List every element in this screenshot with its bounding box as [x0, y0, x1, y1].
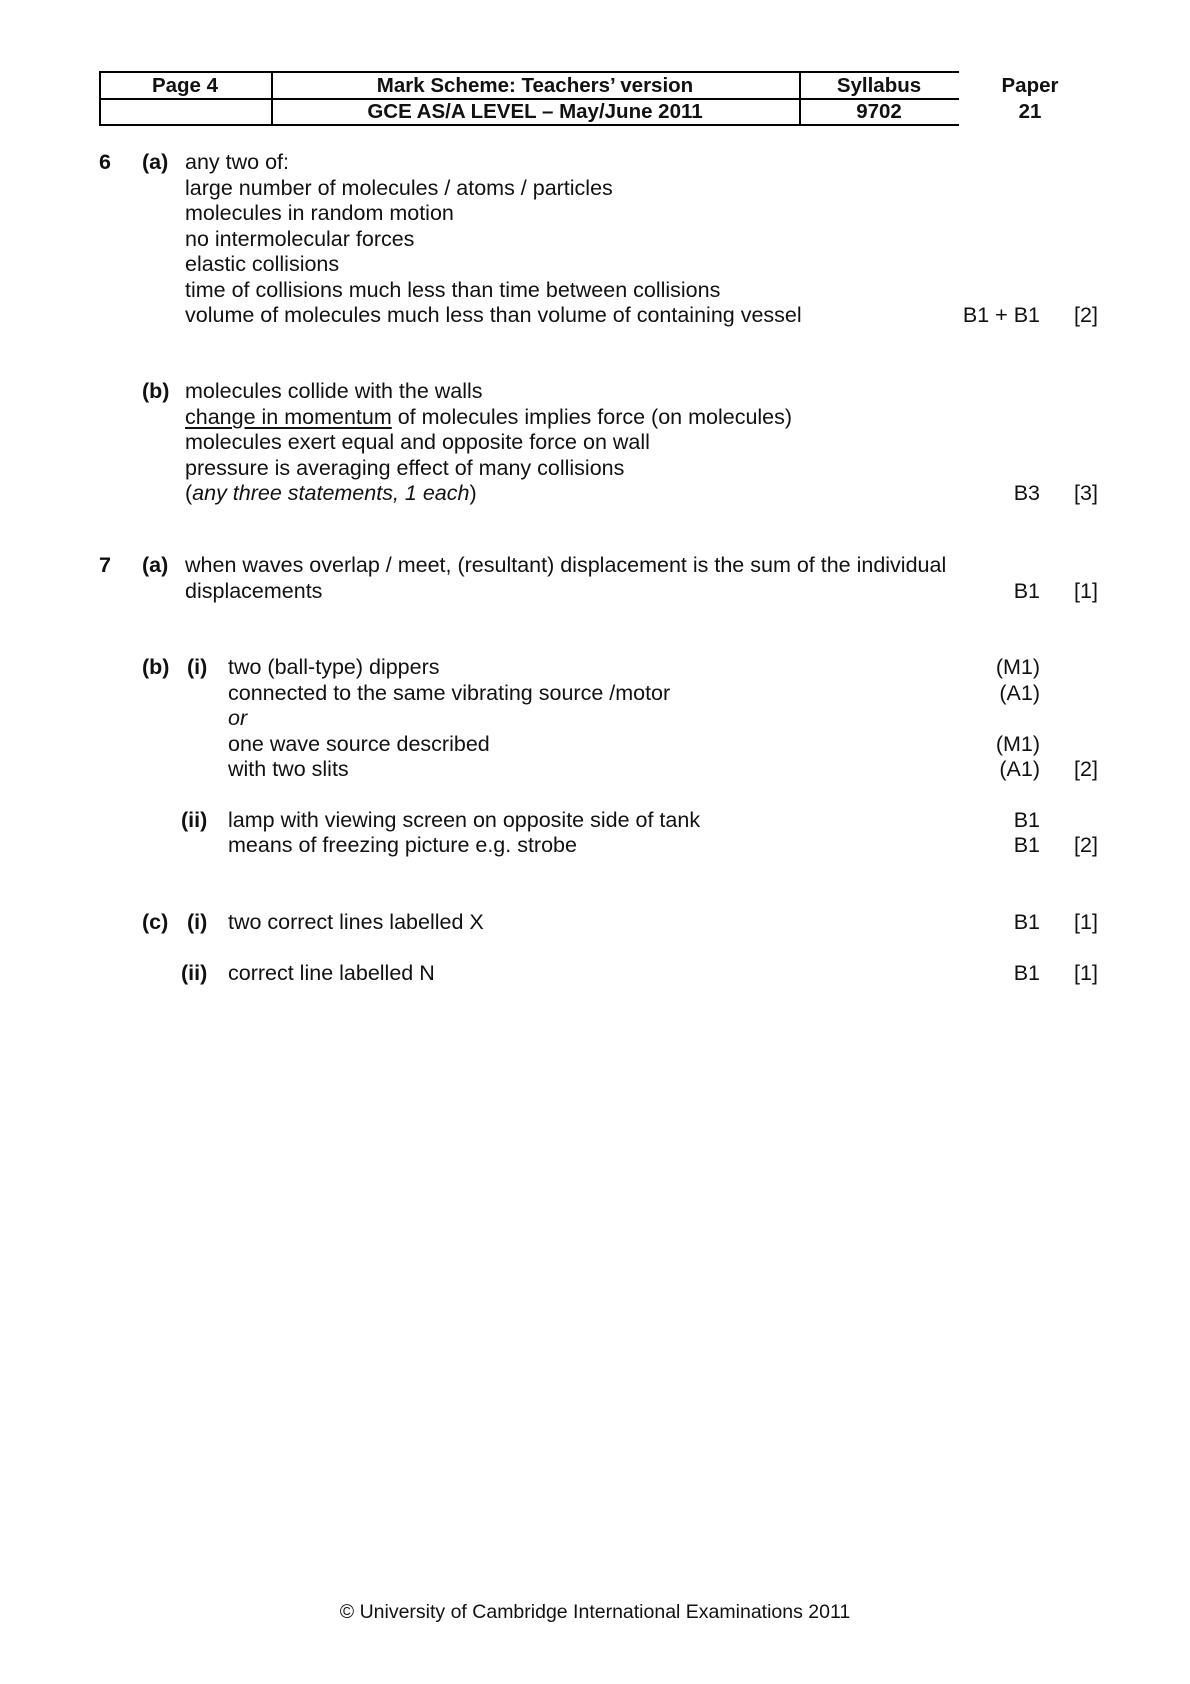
q6b-label: (b)	[142, 379, 170, 403]
q7bii-label: (ii)	[181, 808, 208, 832]
question-7-number: 7	[99, 553, 111, 577]
q7cii-text: correct line labelled N	[228, 961, 435, 985]
q6a-line: time of collisions much less than time between collisions	[185, 278, 721, 302]
question-6-number: 6	[99, 150, 111, 174]
q6a-marks: B1 + B1	[962, 303, 1040, 327]
q7a-marks: B1	[1013, 579, 1040, 603]
q6a-line: volume of molecules much less than volume of containing vessel	[185, 303, 802, 327]
q7bi-line: one wave source described	[228, 732, 490, 756]
header-subtitle: GCE AS/A LEVEL – May/June 2011	[367, 100, 703, 123]
q7cii-total: [1]	[1074, 961, 1098, 985]
q7bi-mark: (M1)	[995, 655, 1040, 679]
header-syllabus-code: 9702	[856, 100, 902, 123]
q7c-label: (c)	[142, 910, 169, 934]
q6b-line: molecules collide with the walls	[185, 379, 483, 403]
q7b-label: (b)	[142, 655, 170, 679]
q7bii-line: means of freezing picture e.g. strobe	[228, 833, 577, 857]
header-paper-number: 21	[1018, 100, 1042, 123]
q7bi-line: connected to the same vibrating source /motor	[228, 681, 671, 705]
footer-copyright: © University of Cambridge International Examinations 2011	[339, 1601, 851, 1623]
q7cii-label: (ii)	[181, 961, 208, 985]
q6b-line: molecules exert equal and opposite force on wall	[185, 430, 650, 454]
q6b-line-rest: of molecules implies force (on molecules)	[391, 405, 793, 429]
header-page-label: Page 4	[151, 74, 219, 97]
q7cii-marks: B1	[1013, 961, 1040, 985]
q7bi-mark: (A1)	[999, 757, 1040, 781]
q7bi-mark: (A1)	[999, 681, 1040, 705]
q7bi-mark: (M1)	[995, 732, 1040, 756]
q7a-line: displacements	[185, 579, 323, 603]
q7a-total: [1]	[1074, 579, 1098, 603]
header-title: Mark Scheme: Teachers’ version	[376, 74, 694, 97]
q7a-label: (a)	[142, 553, 169, 577]
q7ci-marks: B1	[1013, 910, 1040, 934]
q7bi-total: [2]	[1074, 757, 1098, 781]
q7bii-mark: B1	[1013, 808, 1040, 832]
q7bi-line: with two slits	[228, 757, 349, 781]
q6b-paren-close: )	[469, 481, 477, 505]
q6a-line: large number of molecules / atoms / particles	[185, 176, 613, 200]
q7ci-label: (i)	[187, 910, 208, 934]
q6b-total: [3]	[1074, 481, 1098, 505]
header-bottom-border	[99, 124, 959, 126]
q6b-note: any three statements, 1 each	[192, 481, 470, 505]
header-table	[99, 71, 959, 125]
q6b-line: pressure is averaging effect of many collisions	[185, 456, 625, 480]
q6b-line	[185, 404, 792, 430]
q7bii-line: lamp with viewing screen on opposite side of tank	[228, 808, 701, 832]
q6b-underlined-term: change in momentum	[185, 405, 392, 429]
q6a-total: [2]	[1074, 303, 1098, 327]
q6b-paren-open: (	[185, 481, 193, 505]
q7bii-total: [2]	[1074, 833, 1098, 857]
q6b-marks: B3	[1013, 481, 1040, 505]
q7bi-or: or	[228, 706, 248, 730]
header-paper-label: Paper	[1001, 74, 1059, 97]
q6a-label: (a)	[142, 150, 169, 174]
q6a-line: molecules in random motion	[185, 201, 454, 225]
q7a-line: when waves overlap / meet, (resultant) displacement is the sum of the individual	[185, 553, 947, 577]
q7ci-text: two correct lines labelled X	[228, 910, 484, 934]
q7ci-total: [1]	[1074, 910, 1098, 934]
q6a-line: any two of:	[185, 150, 289, 174]
header-syllabus-label: Syllabus	[836, 74, 922, 97]
q7bi-label: (i)	[187, 655, 208, 679]
q7bi-line: two (ball-type) dippers	[228, 655, 440, 679]
q7bii-mark: B1	[1013, 833, 1040, 857]
q6a-line: no intermolecular forces	[185, 227, 415, 251]
q6a-line: elastic collisions	[185, 252, 340, 276]
q6b-line	[185, 480, 477, 506]
